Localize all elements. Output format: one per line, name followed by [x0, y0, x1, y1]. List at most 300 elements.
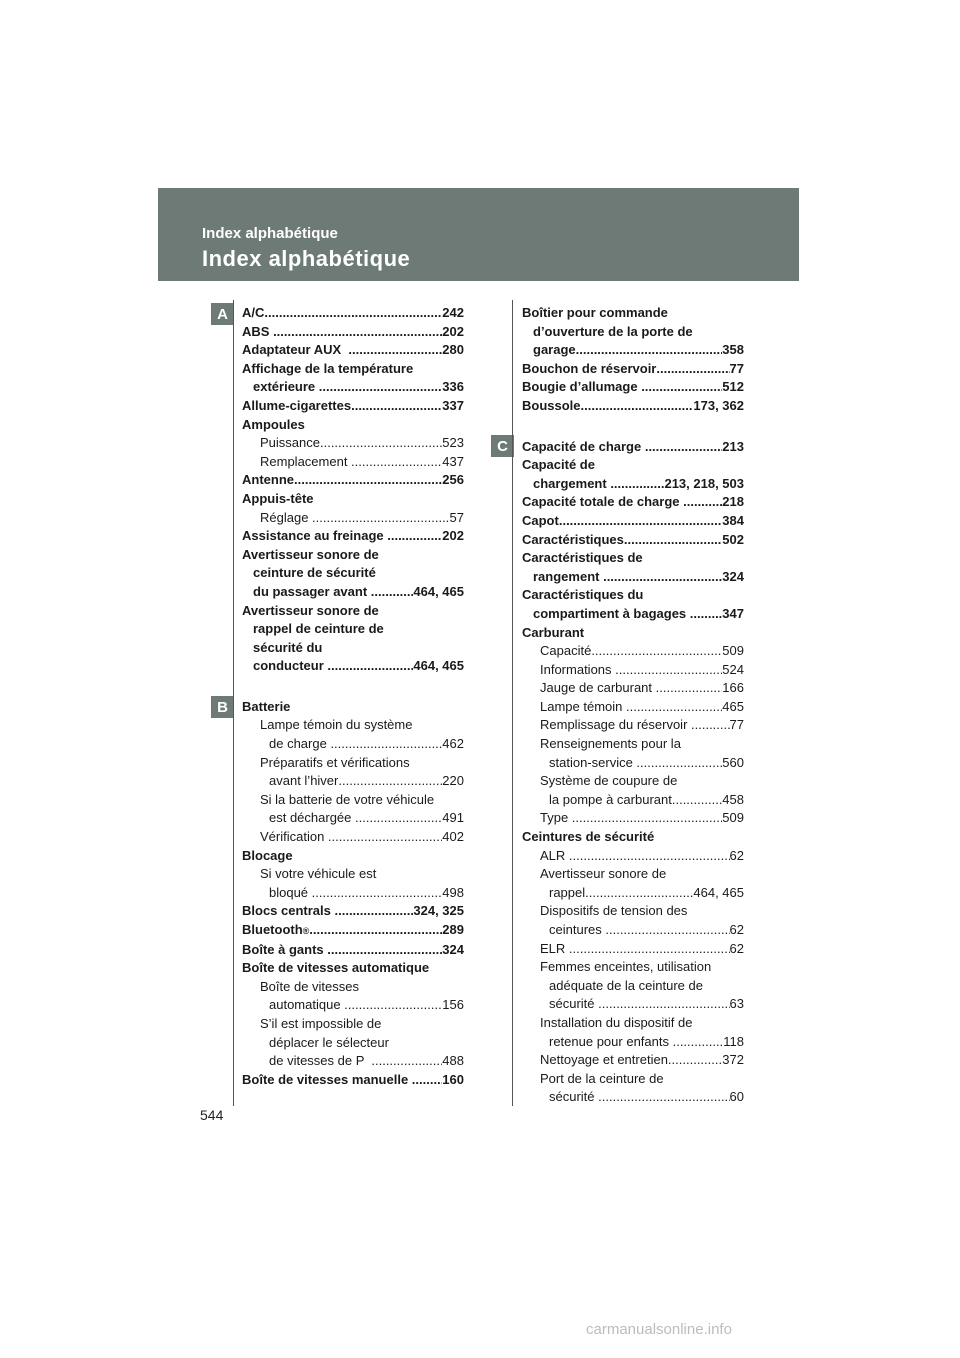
entry-text: Lampe témoin	[540, 698, 626, 714]
dot-leader	[559, 512, 722, 531]
index-entry-line	[242, 304, 464, 323]
index-entry-line	[522, 304, 744, 323]
dot-leader	[576, 341, 723, 360]
entry-text: la pompe à carburant	[549, 791, 672, 807]
index-entry	[522, 397, 744, 416]
entry-text: Boîte de vitesses manuelle	[242, 1071, 412, 1087]
dot-leader	[591, 642, 722, 661]
index-entry	[522, 624, 744, 643]
index-entry-line	[522, 940, 744, 959]
dot-leader	[626, 698, 722, 717]
page-reference: 324	[722, 568, 744, 584]
index-entry	[242, 509, 464, 528]
entry-text: Installation du dispositif de	[540, 1014, 693, 1030]
dot-leader	[327, 941, 442, 960]
page-reference: 256	[442, 472, 464, 488]
entry-text: de vitesses de P	[269, 1053, 372, 1069]
page-reference: 464, 465	[413, 583, 464, 599]
page-reference: 437	[442, 453, 464, 469]
page-reference: 63	[729, 996, 744, 1012]
letter-tab-b: B	[211, 696, 234, 718]
entry-text: rappel de ceinture de	[253, 621, 384, 637]
index-entry	[522, 735, 744, 772]
page-reference: 62	[729, 847, 744, 863]
index-entry	[242, 865, 464, 902]
entry-text: Bougie d’allumage	[522, 379, 642, 395]
index-entry	[522, 1070, 744, 1107]
entry-text: Boîte de vitesses automatique	[242, 960, 430, 976]
dot-leader	[598, 995, 729, 1014]
page-reference: 289	[442, 922, 464, 937]
index-entry-line	[242, 941, 464, 960]
dot-leader	[335, 902, 414, 921]
index-entry	[242, 698, 464, 717]
entry-text: automatique	[269, 997, 345, 1013]
index-entry	[522, 958, 744, 1014]
entry-text: Boîte à gants	[242, 941, 328, 957]
index-entry-line	[522, 341, 744, 360]
dot-leader	[668, 1051, 722, 1070]
index-entry-line	[242, 847, 464, 866]
entry-text: avant l’hiver	[269, 773, 339, 789]
page-reference: 118	[723, 1033, 744, 1049]
page-reference: 336	[442, 379, 464, 395]
index-entry-line	[522, 847, 744, 866]
entry-text: Caractéristiques du	[522, 587, 644, 603]
entry-text: Préparatifs et vérifications	[260, 754, 410, 770]
index-entry	[522, 493, 744, 512]
page-reference: 465	[722, 698, 744, 714]
index-entry-line	[522, 1014, 744, 1033]
index-entry-line	[242, 735, 464, 754]
page-reference: 509	[722, 643, 744, 659]
entry-text: Blocs centrals	[242, 903, 335, 919]
index-entry-line	[522, 624, 744, 643]
entry-text: Affichage de la température	[242, 360, 414, 376]
index-entry	[242, 921, 464, 941]
group-spacer	[242, 676, 464, 698]
index-entry-line	[242, 453, 464, 472]
index-entry-line	[242, 1052, 464, 1071]
page-reference: 77	[729, 717, 744, 733]
entry-text: Bouchon de réservoir	[522, 360, 657, 376]
entry-text: Réglage	[260, 509, 313, 525]
dot-leader	[348, 341, 442, 360]
entry-text: sécurité	[549, 1089, 599, 1105]
index-entry	[242, 490, 464, 509]
page-reference: 166	[722, 680, 744, 696]
entry-text: Vérification	[260, 829, 328, 845]
entry-text: du passager avant	[253, 583, 371, 599]
index-entry-line	[522, 1070, 744, 1089]
entry-text: est déchargée	[269, 810, 356, 826]
entry-text: ABS	[242, 323, 274, 339]
entry-text: Si votre véhicule est	[260, 866, 377, 882]
page-reference: 402	[442, 829, 464, 845]
index-entry-line	[522, 698, 744, 717]
index-entry	[242, 847, 464, 866]
entry-text: Ampoules	[242, 416, 305, 432]
index-entry-line	[522, 791, 744, 810]
entry-text: extérieure	[253, 379, 319, 395]
page-reference: 384	[722, 512, 744, 528]
index-group-c	[522, 438, 744, 1107]
dot-leader	[645, 438, 722, 457]
page-reference: 218	[722, 494, 744, 510]
index-entry-line	[242, 657, 464, 676]
index-entry	[242, 1015, 464, 1071]
entry-text: Système de coupure de	[540, 773, 678, 789]
dot-leader	[294, 471, 442, 490]
index-entry-line	[242, 902, 464, 921]
index-entry-line	[522, 865, 744, 884]
entry-text: S’il est impossible de	[260, 1015, 382, 1031]
dot-leader	[338, 772, 442, 791]
page-reference: 498	[442, 884, 464, 900]
dot-leader	[412, 1071, 443, 1090]
entry-text: garage	[533, 342, 576, 358]
index-entry-line	[242, 754, 464, 773]
index-entry-line	[522, 642, 744, 661]
entry-text: retenue pour enfants	[549, 1033, 673, 1049]
entry-text: Type	[540, 810, 572, 826]
index-entry	[242, 360, 464, 397]
page-reference: 324	[442, 941, 464, 957]
entry-text: Lampe témoin du système	[260, 717, 413, 733]
dot-leader	[344, 996, 442, 1015]
dot-leader	[312, 509, 449, 528]
entry-text: chargement	[533, 475, 611, 491]
index-entry	[522, 809, 744, 828]
index-entry-line	[522, 828, 744, 847]
index-entry	[522, 847, 744, 866]
page-reference: 213, 218, 503	[664, 475, 744, 491]
index-group-b-cont	[522, 304, 744, 416]
entry-text: ELR	[540, 940, 569, 956]
column-rule-right	[512, 300, 513, 1106]
watermark-url: carmanualsonline.info	[586, 1321, 732, 1338]
index-entry-line	[242, 360, 464, 379]
index-entry	[242, 716, 464, 753]
dot-leader	[691, 716, 730, 735]
index-entry	[522, 828, 744, 847]
page-reference: 358	[722, 342, 744, 358]
group-spacer	[522, 416, 744, 438]
index-entry-line	[522, 1051, 744, 1070]
index-entry	[242, 323, 464, 342]
entry-text: Capacité totale de charge	[522, 494, 684, 510]
index-entry	[242, 959, 464, 978]
dot-leader	[387, 527, 442, 546]
index-entry-line	[522, 568, 744, 587]
dot-leader	[309, 921, 442, 940]
index-group-a	[242, 304, 464, 676]
index-entry	[522, 772, 744, 809]
index-entry	[242, 941, 464, 960]
dot-leader	[656, 360, 729, 379]
entry-text: déplacer le sélecteur	[269, 1034, 389, 1050]
entry-text: Renseignements pour la	[540, 736, 681, 752]
page-reference: 202	[442, 323, 464, 339]
dot-leader	[351, 453, 442, 472]
index-entry	[242, 602, 464, 676]
page-reference: 60	[729, 1089, 744, 1105]
dot-leader	[355, 809, 442, 828]
page-reference: 242	[442, 305, 464, 320]
index-entry	[522, 1014, 744, 1051]
index-entry-line	[522, 512, 744, 531]
entry-text: Port de la ceinture de	[540, 1070, 664, 1086]
index-entry	[522, 661, 744, 680]
index-entry	[242, 902, 464, 921]
page-reference: 57	[449, 509, 464, 525]
page-reference: 62	[729, 940, 744, 956]
entry-text: Avertisseur sonore de	[540, 866, 667, 882]
dot-leader	[615, 661, 722, 680]
index-entry	[522, 865, 744, 902]
index-entry-line	[522, 716, 744, 735]
index-entry-line	[522, 921, 744, 940]
entry-text: Batterie	[242, 698, 291, 714]
dot-leader	[569, 940, 730, 959]
entry-text: rangement	[533, 568, 604, 584]
entry-text: Puissance	[260, 435, 320, 451]
index-entry	[522, 456, 744, 493]
entry-text: Blocage	[242, 847, 293, 863]
index-entry-line	[242, 639, 464, 658]
index-entry-line	[522, 1088, 744, 1107]
index-entry	[522, 586, 744, 623]
index-entry-line	[242, 978, 464, 997]
index-entry-line	[242, 996, 464, 1015]
index-entry	[522, 716, 744, 735]
dot-leader	[672, 791, 722, 810]
entry-text: bloqué	[269, 884, 312, 900]
entry-text: Carburant	[522, 624, 585, 640]
index-entry-line	[242, 434, 464, 453]
index-entry	[242, 527, 464, 546]
column-rule-left	[233, 300, 234, 1106]
index-column-1	[242, 304, 464, 1089]
entry-text: sécurité du	[253, 639, 323, 655]
index-entry	[522, 902, 744, 939]
index-entry	[522, 549, 744, 586]
dot-leader	[641, 378, 722, 397]
index-entry-line	[242, 1015, 464, 1034]
index-entry-line	[522, 586, 744, 605]
entry-text: conducteur	[253, 658, 328, 674]
entry-text: Nettoyage et entretien	[540, 1052, 668, 1068]
index-entry-line	[522, 679, 744, 698]
index-entry	[242, 341, 464, 360]
index-entry-line	[242, 1071, 464, 1090]
page-reference: 512	[722, 379, 744, 395]
index-group-b	[242, 698, 464, 1089]
page-reference: 560	[722, 754, 744, 770]
index-entry	[242, 978, 464, 1015]
index-entry-line	[522, 456, 744, 475]
page-reference: 213	[722, 438, 744, 454]
index-entry-line	[522, 809, 744, 828]
index-entry-line	[242, 341, 464, 360]
index-entry	[522, 438, 744, 457]
dot-leader	[656, 679, 723, 698]
page-reference: 77	[729, 360, 744, 376]
index-entry	[522, 698, 744, 717]
index-entry-line	[242, 698, 464, 717]
index-entry-line	[242, 884, 464, 903]
index-entry	[522, 304, 744, 360]
dot-leader	[624, 531, 722, 550]
entry-text: Jauge de carburant	[540, 680, 656, 696]
dot-leader	[673, 1033, 724, 1052]
index-entry-line	[242, 716, 464, 735]
index-entry	[242, 1071, 464, 1090]
entry-text: Caractéristiques de	[522, 550, 643, 566]
index-entry-line	[242, 959, 464, 978]
entry-text: d’ouverture de la porte de	[533, 323, 693, 339]
index-entry-line	[522, 378, 744, 397]
index-entry	[522, 1051, 744, 1070]
entry-text: Boîte de vitesses	[260, 978, 359, 994]
index-entry	[522, 512, 744, 531]
page-reference: 337	[442, 397, 464, 413]
index-entry	[242, 453, 464, 472]
page-reference: 202	[442, 528, 464, 544]
dot-leader	[598, 1088, 729, 1107]
entry-text: Capacité de charge	[522, 438, 645, 454]
page-reference: 347	[722, 605, 744, 621]
entry-text: Antenne	[242, 472, 294, 488]
index-entry	[242, 546, 464, 602]
entry-text: Ceintures de sécurité	[522, 829, 655, 845]
entry-text: Femmes enceintes, utilisation	[540, 959, 712, 975]
index-entry-line	[242, 921, 464, 941]
index-entry-line	[522, 323, 744, 342]
entry-text: Capot	[522, 512, 559, 528]
dot-leader	[569, 847, 730, 866]
page-reference: 524	[722, 661, 744, 677]
letter-tab-c: C	[491, 435, 514, 457]
page-reference: 156	[442, 997, 464, 1013]
entry-text: rappel	[549, 884, 586, 900]
dot-leader	[273, 323, 442, 342]
page-reference: 464, 465	[413, 658, 464, 674]
page-reference: 462	[442, 736, 464, 752]
index-entry-line	[242, 772, 464, 791]
dot-leader	[319, 378, 443, 397]
index-entry-line	[522, 475, 744, 494]
dot-leader	[572, 809, 723, 828]
page-reference: 160	[442, 1071, 464, 1087]
index-entry	[522, 642, 744, 661]
dot-leader	[636, 754, 722, 773]
dot-leader	[371, 583, 414, 602]
dot-leader	[581, 397, 694, 416]
entry-text: Capacité de	[522, 457, 595, 473]
index-entry-line	[522, 754, 744, 773]
dot-leader	[683, 493, 722, 512]
entry-text: Informations	[540, 661, 616, 677]
index-entry-line	[242, 378, 464, 397]
index-entry-line	[522, 661, 744, 680]
dot-leader	[585, 884, 693, 903]
entry-text: Allume-cigarettes	[242, 397, 352, 413]
dot-leader	[603, 568, 722, 587]
index-entry-line	[522, 902, 744, 921]
index-entry	[522, 531, 744, 550]
section-header	[158, 188, 799, 281]
letter-tab-a: A	[211, 303, 234, 325]
page-reference: 464, 465	[693, 884, 744, 900]
index-entry	[522, 360, 744, 379]
index-entry-line	[522, 772, 744, 791]
page-reference: 488	[442, 1053, 464, 1069]
section-subtitle: Index alphabétique	[202, 225, 338, 242]
index-entry-line	[522, 438, 744, 457]
index-entry-line	[242, 828, 464, 847]
index-entry	[242, 434, 464, 453]
index-entry-line	[522, 995, 744, 1014]
entry-text: Caractéristiques	[522, 531, 624, 547]
index-entry-line	[522, 884, 744, 903]
index-entry-line	[522, 360, 744, 379]
index-entry-line	[522, 397, 744, 416]
dot-leader	[351, 397, 442, 416]
index-entry-line	[242, 546, 464, 565]
index-entry-line	[242, 509, 464, 528]
index-entry-line	[242, 323, 464, 342]
index-entry-line	[242, 564, 464, 583]
index-entry-line	[242, 416, 464, 435]
index-entry-line	[522, 605, 744, 624]
index-entry-line	[522, 493, 744, 512]
entry-text: Dispositifs de tension des	[540, 903, 688, 919]
dot-leader	[610, 475, 664, 494]
index-entry-line	[522, 977, 744, 996]
entry-text: de charge	[269, 736, 331, 752]
index-entry	[242, 471, 464, 490]
index-entry	[522, 940, 744, 959]
entry-text: adéquate de la ceinture de	[549, 977, 703, 993]
index-entry-line	[242, 1034, 464, 1053]
dot-leader	[690, 605, 723, 624]
dot-leader	[312, 884, 443, 903]
entry-text: ALR	[540, 847, 569, 863]
index-entry-line	[522, 958, 744, 977]
index-entry-line	[242, 620, 464, 639]
index-entry-line	[242, 490, 464, 509]
dot-leader	[320, 434, 442, 453]
section-title: Index alphabétique	[202, 246, 411, 271]
page-reference: 491	[442, 810, 464, 826]
registered-mark: ®	[302, 926, 310, 936]
dot-leader	[605, 921, 729, 940]
entry-text: A/C	[242, 305, 265, 320]
index-entry	[242, 791, 464, 828]
entry-text: Remplissage du réservoir	[540, 717, 692, 733]
entry-text: Boussole	[522, 397, 581, 413]
index-entry-line	[522, 531, 744, 550]
entry-text: station-service	[549, 754, 637, 770]
index-entry	[242, 304, 464, 323]
entry-text: compartiment à bagages	[533, 605, 690, 621]
index-entry-line	[242, 791, 464, 810]
page-reference: 173, 362	[693, 397, 744, 413]
entry-text: Assistance au freinage	[242, 528, 388, 544]
index-entry-line	[242, 865, 464, 884]
index-entry-line	[242, 583, 464, 602]
